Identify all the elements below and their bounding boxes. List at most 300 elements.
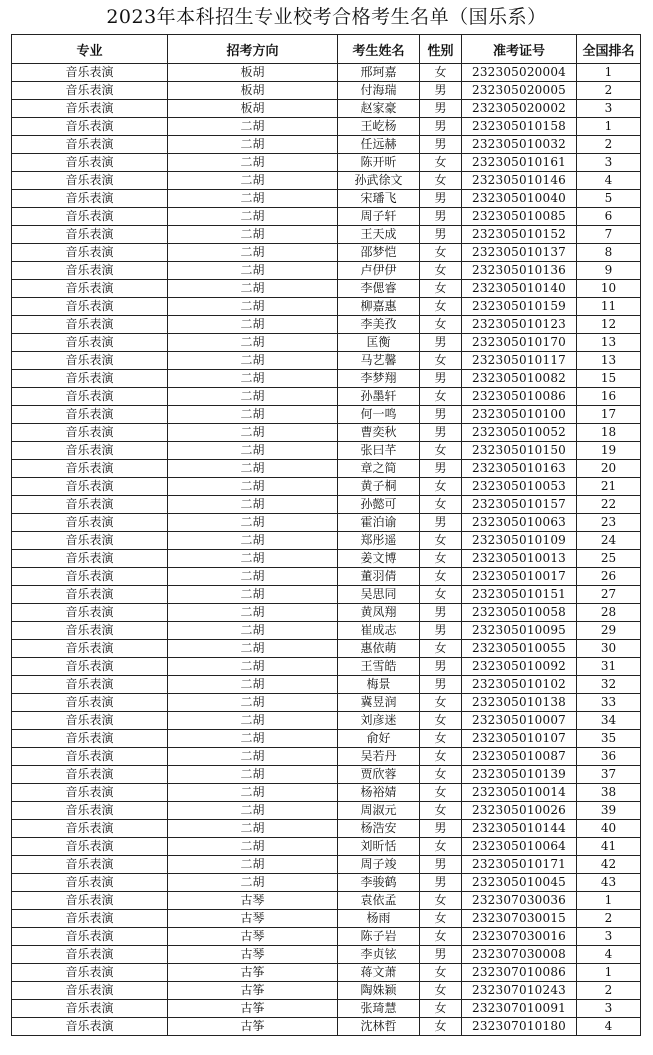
name-cell: 邵梦恺	[338, 244, 420, 262]
header-major: 专业	[12, 35, 168, 64]
exam-id-cell: 232305010159	[462, 298, 577, 316]
major-cell: 音乐表演	[12, 244, 168, 262]
major-cell: 音乐表演	[12, 730, 168, 748]
direction-cell: 二胡	[168, 856, 338, 874]
rank-cell: 1	[577, 64, 641, 82]
gender-cell: 男	[420, 820, 462, 838]
exam-id-cell: 232307010091	[462, 1000, 577, 1018]
rank-cell: 17	[577, 406, 641, 424]
gender-cell: 女	[420, 802, 462, 820]
major-cell: 音乐表演	[12, 1000, 168, 1018]
gender-cell: 男	[420, 370, 462, 388]
rank-cell: 26	[577, 568, 641, 586]
direction-cell: 二胡	[168, 298, 338, 316]
major-cell: 音乐表演	[12, 892, 168, 910]
name-cell: 李贞铉	[338, 946, 420, 964]
direction-cell: 二胡	[168, 352, 338, 370]
exam-id-cell: 232307030015	[462, 910, 577, 928]
gender-cell: 男	[420, 604, 462, 622]
gender-cell: 女	[420, 478, 462, 496]
gender-cell: 男	[420, 946, 462, 964]
direction-cell: 二胡	[168, 658, 338, 676]
name-cell: 任远赫	[338, 136, 420, 154]
name-cell: 冀昱润	[338, 694, 420, 712]
name-cell: 张曰芊	[338, 442, 420, 460]
table-row	[12, 946, 641, 964]
name-cell: 姜文博	[338, 550, 420, 568]
gender-cell: 女	[420, 712, 462, 730]
name-cell: 李偲睿	[338, 280, 420, 298]
table-row	[12, 280, 641, 298]
name-cell: 张琦慧	[338, 1000, 420, 1018]
direction-cell: 二胡	[168, 136, 338, 154]
major-cell: 音乐表演	[12, 100, 168, 118]
gender-cell: 男	[420, 622, 462, 640]
rank-cell: 19	[577, 442, 641, 460]
direction-cell: 二胡	[168, 532, 338, 550]
name-cell: 郑彤遥	[338, 532, 420, 550]
major-cell: 音乐表演	[12, 874, 168, 892]
exam-id-cell: 232305010007	[462, 712, 577, 730]
exam-id-cell: 232305010158	[462, 118, 577, 136]
exam-id-cell: 232305010146	[462, 172, 577, 190]
table-row	[12, 550, 641, 568]
direction-cell: 二胡	[168, 424, 338, 442]
exam-id-cell: 232305010163	[462, 460, 577, 478]
name-cell: 董羽倩	[338, 568, 420, 586]
rank-cell: 3	[577, 154, 641, 172]
exam-id-cell: 232305010140	[462, 280, 577, 298]
name-cell: 杨雨	[338, 910, 420, 928]
rank-cell: 3	[577, 1000, 641, 1018]
gender-cell: 女	[420, 838, 462, 856]
table-row	[12, 874, 641, 892]
rank-cell: 5	[577, 190, 641, 208]
major-cell: 音乐表演	[12, 694, 168, 712]
gender-cell: 女	[420, 748, 462, 766]
gender-cell: 女	[420, 586, 462, 604]
major-cell: 音乐表演	[12, 64, 168, 82]
major-cell: 音乐表演	[12, 262, 168, 280]
major-cell: 音乐表演	[12, 622, 168, 640]
gender-cell: 男	[420, 514, 462, 532]
name-cell: 惠依萌	[338, 640, 420, 658]
table-row	[12, 244, 641, 262]
table-row	[12, 442, 641, 460]
table-row	[12, 370, 641, 388]
exam-id-cell: 232305010151	[462, 586, 577, 604]
direction-cell: 二胡	[168, 676, 338, 694]
name-cell: 付海瑞	[338, 82, 420, 100]
major-cell: 音乐表演	[12, 784, 168, 802]
name-cell: 柳嘉惠	[338, 298, 420, 316]
name-cell: 孙武徐文	[338, 172, 420, 190]
rank-cell: 40	[577, 820, 641, 838]
direction-cell: 二胡	[168, 244, 338, 262]
table-row	[12, 136, 641, 154]
rank-cell: 13	[577, 334, 641, 352]
table-row	[12, 784, 641, 802]
major-cell: 音乐表演	[12, 838, 168, 856]
exam-id-cell: 232307030008	[462, 946, 577, 964]
name-cell: 李美孜	[338, 316, 420, 334]
table-row	[12, 82, 641, 100]
direction-cell: 二胡	[168, 478, 338, 496]
name-cell: 俞好	[338, 730, 420, 748]
rank-cell: 2	[577, 136, 641, 154]
gender-cell: 男	[420, 136, 462, 154]
rank-cell: 8	[577, 244, 641, 262]
gender-cell: 男	[420, 82, 462, 100]
direction-cell: 二胡	[168, 208, 338, 226]
major-cell: 音乐表演	[12, 550, 168, 568]
name-cell: 袁依孟	[338, 892, 420, 910]
direction-cell: 二胡	[168, 172, 338, 190]
name-cell: 赵家豪	[338, 100, 420, 118]
table-row	[12, 154, 641, 172]
rank-cell: 2	[577, 82, 641, 100]
gender-cell: 男	[420, 118, 462, 136]
exam-id-cell: 232307030016	[462, 928, 577, 946]
major-cell: 音乐表演	[12, 676, 168, 694]
name-cell: 陈子岩	[338, 928, 420, 946]
direction-cell: 古筝	[168, 1000, 338, 1018]
direction-cell: 古筝	[168, 982, 338, 1000]
major-cell: 音乐表演	[12, 460, 168, 478]
exam-id-cell: 232305010092	[462, 658, 577, 676]
major-cell: 音乐表演	[12, 388, 168, 406]
direction-cell: 二胡	[168, 154, 338, 172]
name-cell: 黄凤翔	[338, 604, 420, 622]
direction-cell: 二胡	[168, 280, 338, 298]
direction-cell: 古筝	[168, 1018, 338, 1036]
name-cell: 匡衡	[338, 334, 420, 352]
table-row	[12, 568, 641, 586]
major-cell: 音乐表演	[12, 568, 168, 586]
major-cell: 音乐表演	[12, 298, 168, 316]
name-cell: 周子竣	[338, 856, 420, 874]
name-cell: 刘昕恬	[338, 838, 420, 856]
table-row	[12, 604, 641, 622]
direction-cell: 古琴	[168, 946, 338, 964]
major-cell: 音乐表演	[12, 946, 168, 964]
direction-cell: 二胡	[168, 586, 338, 604]
gender-cell: 女	[420, 442, 462, 460]
direction-cell: 二胡	[168, 802, 338, 820]
name-cell: 宋璠飞	[338, 190, 420, 208]
name-cell: 马艺馨	[338, 352, 420, 370]
direction-cell: 古筝	[168, 964, 338, 982]
name-cell: 李梦翔	[338, 370, 420, 388]
table-row	[12, 1018, 641, 1036]
table-row	[12, 694, 641, 712]
table-row	[12, 478, 641, 496]
direction-cell: 二胡	[168, 406, 338, 424]
table-row	[12, 118, 641, 136]
direction-cell: 古琴	[168, 928, 338, 946]
exam-id-cell: 232307030036	[462, 892, 577, 910]
name-cell: 吴思同	[338, 586, 420, 604]
direction-cell: 二胡	[168, 550, 338, 568]
exam-id-cell: 232307010243	[462, 982, 577, 1000]
exam-id-cell: 232305020004	[462, 64, 577, 82]
table-row	[12, 1000, 641, 1018]
major-cell: 音乐表演	[12, 136, 168, 154]
gender-cell: 女	[420, 766, 462, 784]
major-cell: 音乐表演	[12, 982, 168, 1000]
gender-cell: 女	[420, 784, 462, 802]
gender-cell: 男	[420, 334, 462, 352]
direction-cell: 二胡	[168, 442, 338, 460]
direction-cell: 二胡	[168, 316, 338, 334]
direction-cell: 二胡	[168, 388, 338, 406]
direction-cell: 二胡	[168, 766, 338, 784]
table-row	[12, 856, 641, 874]
rank-cell: 36	[577, 748, 641, 766]
direction-cell: 二胡	[168, 262, 338, 280]
name-cell: 黄子桐	[338, 478, 420, 496]
major-cell: 音乐表演	[12, 424, 168, 442]
direction-cell: 二胡	[168, 460, 338, 478]
table-row	[12, 352, 641, 370]
rank-cell: 4	[577, 946, 641, 964]
name-cell: 杨裕婧	[338, 784, 420, 802]
major-cell: 音乐表演	[12, 208, 168, 226]
gender-cell: 女	[420, 352, 462, 370]
exam-id-cell: 232305010063	[462, 514, 577, 532]
exam-id-cell: 232305010014	[462, 784, 577, 802]
major-cell: 音乐表演	[12, 172, 168, 190]
name-cell: 霍泊谕	[338, 514, 420, 532]
table-row	[12, 496, 641, 514]
major-cell: 音乐表演	[12, 118, 168, 136]
rank-cell: 28	[577, 604, 641, 622]
major-cell: 音乐表演	[12, 712, 168, 730]
gender-cell: 男	[420, 460, 462, 478]
header-exam-id: 准考证号	[462, 35, 577, 64]
direction-cell: 二胡	[168, 604, 338, 622]
table-row	[12, 622, 641, 640]
major-cell: 音乐表演	[12, 964, 168, 982]
exam-id-cell: 232305020002	[462, 100, 577, 118]
direction-cell: 二胡	[168, 838, 338, 856]
rank-cell: 21	[577, 478, 641, 496]
rank-cell: 15	[577, 370, 641, 388]
rank-cell: 7	[577, 226, 641, 244]
rank-cell: 31	[577, 658, 641, 676]
table-row	[12, 100, 641, 118]
table-row	[12, 424, 641, 442]
exam-id-cell: 232305010052	[462, 424, 577, 442]
gender-cell: 男	[420, 208, 462, 226]
gender-cell: 男	[420, 874, 462, 892]
header-direction: 招考方向	[168, 35, 338, 64]
rank-cell: 42	[577, 856, 641, 874]
exam-id-cell: 232307010086	[462, 964, 577, 982]
exam-id-cell: 232305010102	[462, 676, 577, 694]
table-row	[12, 334, 641, 352]
direction-cell: 古琴	[168, 892, 338, 910]
gender-cell: 女	[420, 1018, 462, 1036]
name-cell: 王天成	[338, 226, 420, 244]
gender-cell: 男	[420, 226, 462, 244]
name-cell: 卢伊伊	[338, 262, 420, 280]
table-header-row	[12, 35, 641, 64]
exam-id-cell: 232305010109	[462, 532, 577, 550]
exam-id-cell: 232305010150	[462, 442, 577, 460]
gender-cell: 女	[420, 640, 462, 658]
rank-cell: 23	[577, 514, 641, 532]
table-row	[12, 928, 641, 946]
gender-cell: 女	[420, 928, 462, 946]
major-cell: 音乐表演	[12, 532, 168, 550]
name-cell: 陶姝颖	[338, 982, 420, 1000]
gender-cell: 女	[420, 1000, 462, 1018]
table-row	[12, 910, 641, 928]
rank-cell: 24	[577, 532, 641, 550]
table-row	[12, 982, 641, 1000]
major-cell: 音乐表演	[12, 856, 168, 874]
rank-cell: 33	[577, 694, 641, 712]
major-cell: 音乐表演	[12, 748, 168, 766]
rank-cell: 41	[577, 838, 641, 856]
table-row	[12, 748, 641, 766]
direction-cell: 二胡	[168, 640, 338, 658]
direction-cell: 二胡	[168, 118, 338, 136]
exam-id-cell: 232305010045	[462, 874, 577, 892]
rank-cell: 32	[577, 676, 641, 694]
gender-cell: 女	[420, 550, 462, 568]
gender-cell: 女	[420, 262, 462, 280]
exam-id-cell: 232305010026	[462, 802, 577, 820]
direction-cell: 二胡	[168, 784, 338, 802]
rank-cell: 13	[577, 352, 641, 370]
gender-cell: 女	[420, 982, 462, 1000]
gender-cell: 女	[420, 892, 462, 910]
rank-cell: 38	[577, 784, 641, 802]
rank-cell: 18	[577, 424, 641, 442]
rank-cell: 2	[577, 982, 641, 1000]
rank-cell: 9	[577, 262, 641, 280]
gender-cell: 男	[420, 856, 462, 874]
gender-cell: 女	[420, 496, 462, 514]
direction-cell: 二胡	[168, 748, 338, 766]
direction-cell: 板胡	[168, 64, 338, 82]
gender-cell: 女	[420, 172, 462, 190]
table-row	[12, 316, 641, 334]
gender-cell: 女	[420, 316, 462, 334]
table-row	[12, 586, 641, 604]
rank-cell: 20	[577, 460, 641, 478]
major-cell: 音乐表演	[12, 370, 168, 388]
name-cell: 杨浩安	[338, 820, 420, 838]
exam-id-cell: 232305010087	[462, 748, 577, 766]
name-cell: 刘彦迷	[338, 712, 420, 730]
exam-id-cell: 232305010053	[462, 478, 577, 496]
major-cell: 音乐表演	[12, 190, 168, 208]
exam-id-cell: 232305010136	[462, 262, 577, 280]
rank-cell: 37	[577, 766, 641, 784]
name-cell: 曹奕秋	[338, 424, 420, 442]
major-cell: 音乐表演	[12, 154, 168, 172]
gender-cell: 男	[420, 100, 462, 118]
major-cell: 音乐表演	[12, 478, 168, 496]
gender-cell: 女	[420, 298, 462, 316]
rank-cell: 1	[577, 964, 641, 982]
exam-id-cell: 232305010123	[462, 316, 577, 334]
gender-cell: 男	[420, 190, 462, 208]
rank-cell: 10	[577, 280, 641, 298]
table-row	[12, 262, 641, 280]
major-cell: 音乐表演	[12, 658, 168, 676]
gender-cell: 男	[420, 424, 462, 442]
exam-id-cell: 232305010171	[462, 856, 577, 874]
rank-cell: 11	[577, 298, 641, 316]
gender-cell: 女	[420, 964, 462, 982]
exam-id-cell: 232307010180	[462, 1018, 577, 1036]
gender-cell: 女	[420, 532, 462, 550]
table-row	[12, 802, 641, 820]
table-row	[12, 514, 641, 532]
exam-id-cell: 232305010058	[462, 604, 577, 622]
table-row	[12, 892, 641, 910]
major-cell: 音乐表演	[12, 802, 168, 820]
name-cell: 陈开昕	[338, 154, 420, 172]
exam-id-cell: 232305010085	[462, 208, 577, 226]
name-cell: 王雪皓	[338, 658, 420, 676]
header-name: 考生姓名	[338, 35, 420, 64]
gender-cell: 女	[420, 154, 462, 172]
direction-cell: 二胡	[168, 820, 338, 838]
gender-cell: 女	[420, 910, 462, 928]
direction-cell: 二胡	[168, 370, 338, 388]
name-cell: 何一鸣	[338, 406, 420, 424]
major-cell: 音乐表演	[12, 316, 168, 334]
rank-cell: 6	[577, 208, 641, 226]
rank-cell: 3	[577, 928, 641, 946]
name-cell: 李骏鹤	[338, 874, 420, 892]
gender-cell: 男	[420, 658, 462, 676]
exam-id-cell: 232305010040	[462, 190, 577, 208]
exam-id-cell: 232305010161	[462, 154, 577, 172]
rank-cell: 34	[577, 712, 641, 730]
exam-id-cell: 232305010139	[462, 766, 577, 784]
rank-cell: 25	[577, 550, 641, 568]
exam-id-cell: 232305010095	[462, 622, 577, 640]
direction-cell: 二胡	[168, 190, 338, 208]
direction-cell: 二胡	[168, 568, 338, 586]
exam-id-cell: 232305010138	[462, 694, 577, 712]
gender-cell: 女	[420, 730, 462, 748]
direction-cell: 二胡	[168, 622, 338, 640]
exam-id-cell: 232305010157	[462, 496, 577, 514]
exam-id-cell: 232305010170	[462, 334, 577, 352]
table-body	[12, 64, 641, 1036]
header-rank: 全国排名	[577, 35, 641, 64]
name-cell: 孙懿可	[338, 496, 420, 514]
major-cell: 音乐表演	[12, 820, 168, 838]
rank-cell: 39	[577, 802, 641, 820]
major-cell: 音乐表演	[12, 226, 168, 244]
table-row	[12, 64, 641, 82]
major-cell: 音乐表演	[12, 766, 168, 784]
major-cell: 音乐表演	[12, 604, 168, 622]
name-cell: 蒋文萧	[338, 964, 420, 982]
rank-cell: 30	[577, 640, 641, 658]
exam-id-cell: 232305010013	[462, 550, 577, 568]
table-row	[12, 532, 641, 550]
major-cell: 音乐表演	[12, 1018, 168, 1036]
